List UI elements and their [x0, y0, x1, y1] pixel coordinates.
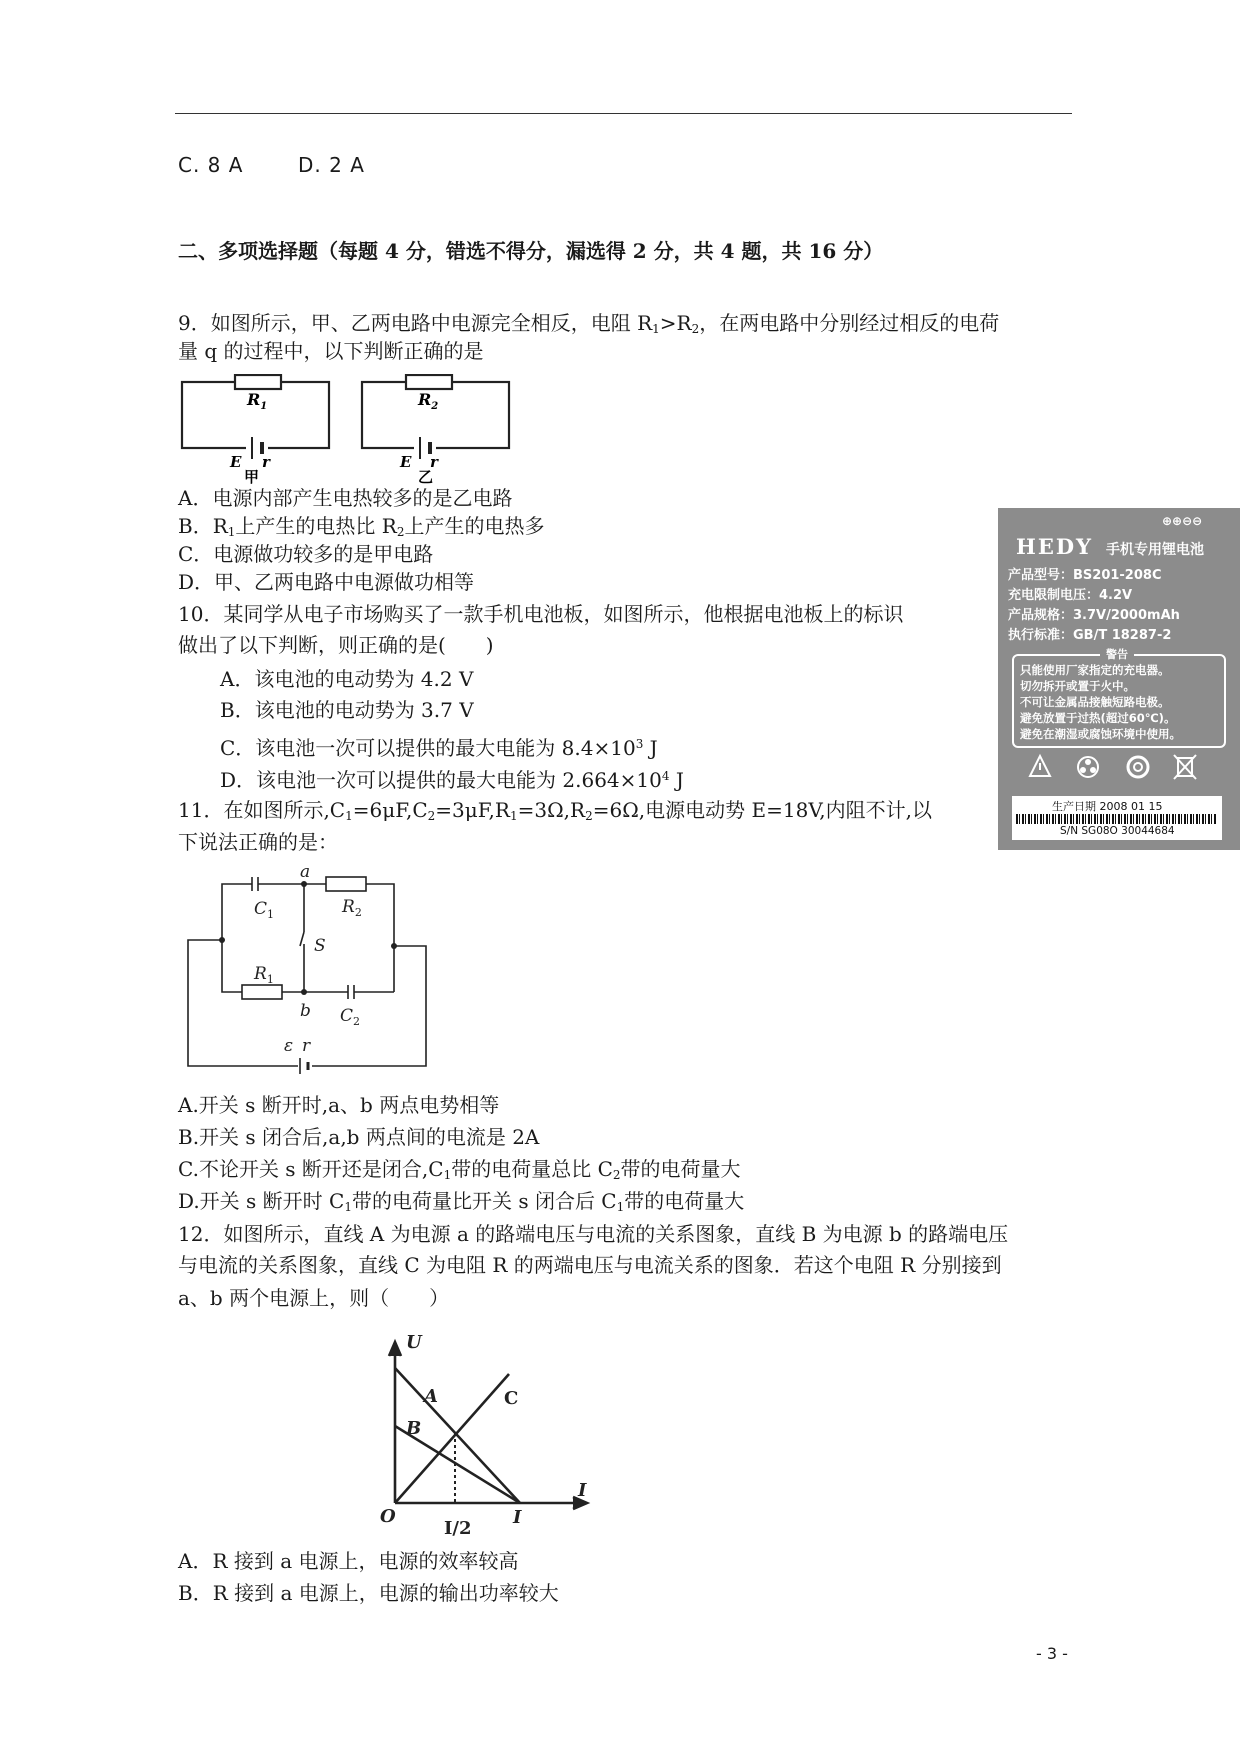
- battery-warning-4: 避免放置于过热(超过60℃)。: [1020, 711, 1176, 725]
- q12-label-o: O: [380, 1506, 396, 1527]
- battery-symbol-icons: [1028, 752, 1208, 786]
- q12-stem-line3: a、b 两个电源上，则（ ）: [178, 1286, 450, 1310]
- q12-label-i-axis: I: [578, 1480, 587, 1501]
- q11-option-b: B.开关 s 闭合后,a,b 两点间的电流是 2A: [178, 1125, 540, 1149]
- header-rule: [175, 113, 1072, 114]
- q12-label-i-half: I/2: [444, 1518, 472, 1539]
- battery-model: 产品型号：BS201-208C: [1008, 568, 1162, 583]
- q9-option-d: D．甲、乙两电路中电源做功相等: [178, 570, 475, 594]
- q11-label-c1: $C_1$: [254, 899, 275, 921]
- q12-label-u: U: [406, 1332, 422, 1353]
- section-title: 二、多项选择题（每题 4 分，错选不得分，漏选得 2 分，共 4 题，共 16 分）: [178, 239, 884, 263]
- battery-serial: S/N SG08O 30044684: [1060, 825, 1175, 837]
- q10-option-b: B．该电池的电动势为 3.7 V: [220, 698, 474, 722]
- q12-label-a: A: [424, 1386, 438, 1407]
- q12-stem-line2: 与电流的关系图象，直线 C 为电阻 R 的两端电压与电流关系的图象．若这个电阻 R 分别接到: [178, 1253, 1002, 1277]
- no-trash-icon: [1174, 755, 1196, 779]
- q9-circuit-left: [182, 375, 329, 459]
- q11-label-a: a: [300, 862, 311, 882]
- q10-option-d: D．该电池一次可以提供的最大电能为 $2.664\times 10^4$ J: [220, 768, 684, 792]
- q10-option-c: C．该电池一次可以提供的最大电能为 $8.4\times 10^3$ J: [220, 736, 658, 760]
- battery-warning-3: 不可让金属品接触短路电极。: [1020, 695, 1170, 709]
- prev-option-d: D. 2 A: [298, 153, 365, 177]
- q11-option-d: D.开关 s 断开时 $C_1$带的电荷量比开关 s 闭合后 $C_1$带的电荷量大: [178, 1189, 745, 1214]
- q11-stem-line1: 11．在如图所示$,C_1=6\mu F,C_2=3\mu F,R_1=3\Omega,R_2=6\Omega$,电源电动势 E=18V,内阻不计,以: [178, 798, 932, 823]
- page-number: - 3 -: [1036, 1644, 1068, 1663]
- q9-right-r: $R_2$: [418, 390, 439, 412]
- q12-option-b: B．R 接到 a 电源上，电源的输出功率较大: [178, 1581, 559, 1605]
- q12-label-i-end: I: [513, 1507, 522, 1528]
- q10-option-a: A．该电池的电动势为 4.2 V: [220, 667, 474, 691]
- q9-option-a: A．电源内部产生电热较多的是乙电路: [178, 486, 513, 510]
- q12-ui-graph: [376, 1330, 596, 1540]
- q9-stem-line1: 9．如图所示，甲、乙两电路中电源完全相反，电阻 $R_1>R_2$，在两电路中分别经过相反的电荷: [178, 311, 1000, 336]
- q12-label-b: B: [406, 1418, 422, 1439]
- battery-polarity-icons: ⊕⊕⊖⊖: [1162, 514, 1203, 528]
- recycle-icon: [1078, 757, 1098, 777]
- battery-date-box: [1012, 796, 1222, 840]
- q9-circuit-figure: [178, 374, 518, 484]
- battery-warning-title: 警告: [1100, 646, 1134, 662]
- q12-label-c: C: [504, 1388, 519, 1409]
- q12-option-a: A．R 接到 a 电源上，电源的效率较高: [178, 1549, 519, 1573]
- q9-right-e: E: [400, 453, 412, 471]
- q9-left-caption: 甲: [244, 468, 260, 484]
- battery-label: [998, 508, 1240, 850]
- q11-option-a: A.开关 s 断开时,a、b 两点电势相等: [178, 1093, 500, 1117]
- warning-triangle-icon: [1030, 756, 1050, 776]
- battery-warning-1: 只能使用厂家指定的充电器。: [1020, 663, 1170, 677]
- battery-brand: HEDY: [1016, 534, 1094, 559]
- q11-label-r2: $R_2$: [342, 897, 362, 919]
- q11-label-r: r: [302, 1036, 311, 1056]
- battery-barcode: [1016, 814, 1216, 824]
- q9-right-caption: 乙: [418, 468, 434, 484]
- cycle-icon: [1128, 757, 1148, 777]
- q9-circuit-right: [362, 375, 509, 459]
- battery-warning-box: [1012, 648, 1226, 748]
- battery-warning-2: 切勿拆开或置于火中。: [1020, 679, 1135, 693]
- q11-label-r1: $R_1$: [254, 964, 274, 986]
- q12-stem-line1: 12．如图所示，直线 A 为电源 a 的路端电压与电流的关系图象，直线 B 为电源 b 的路端电压: [178, 1222, 1009, 1246]
- q11-label-c2: $C_2$: [340, 1006, 361, 1028]
- q11-label-s: S: [314, 936, 326, 956]
- q9-stem-line2: 量 q 的过程中，以下判断正确的是: [178, 339, 484, 363]
- battery-standard: 执行标准：GB/T 18287-2: [1008, 628, 1172, 643]
- q9-left-e: E: [230, 453, 242, 471]
- battery-date: 生产日期 2008 01 15: [1052, 800, 1163, 813]
- q9-option-b: B．$R_1$上产生的电热比 $R_2$上产生的电热多: [178, 514, 545, 539]
- q9-option-c: C．电源做功较多的是甲电路: [178, 542, 434, 566]
- q9-right-ir: r: [430, 453, 438, 471]
- q9-left-ir: r: [262, 453, 270, 471]
- q9-left-r: $R_1$: [247, 390, 268, 412]
- q11-stem-line2: 下说法正确的是：: [178, 830, 338, 854]
- battery-brand-suffix: 手机专用锂电池: [1106, 542, 1204, 558]
- prev-option-c: C. 8 A: [178, 153, 244, 177]
- q10-stem-line1: 10．某同学从电子市场购买了一款手机电池板，如图所示，他根据电池板上的标识: [178, 602, 904, 626]
- q11-label-b: b: [300, 1001, 311, 1021]
- q11-label-emf: ε: [284, 1036, 294, 1056]
- battery-charge-limit: 充电限制电压：4.2V: [1008, 588, 1133, 603]
- q11-option-c: C.不论开关 s 断开还是闭合$,C_1$带的电荷量总比 $C_2$带的电荷量大: [178, 1157, 741, 1182]
- battery-warning-5: 避免在潮湿或腐蚀环境中使用。: [1020, 727, 1181, 741]
- battery-spec: 产品规格：3.7V/2000mAh: [1008, 608, 1180, 623]
- q10-stem-line2: 做出了以下判断，则正确的是( ): [178, 633, 494, 657]
- q11-circuit-figure: [180, 862, 440, 1076]
